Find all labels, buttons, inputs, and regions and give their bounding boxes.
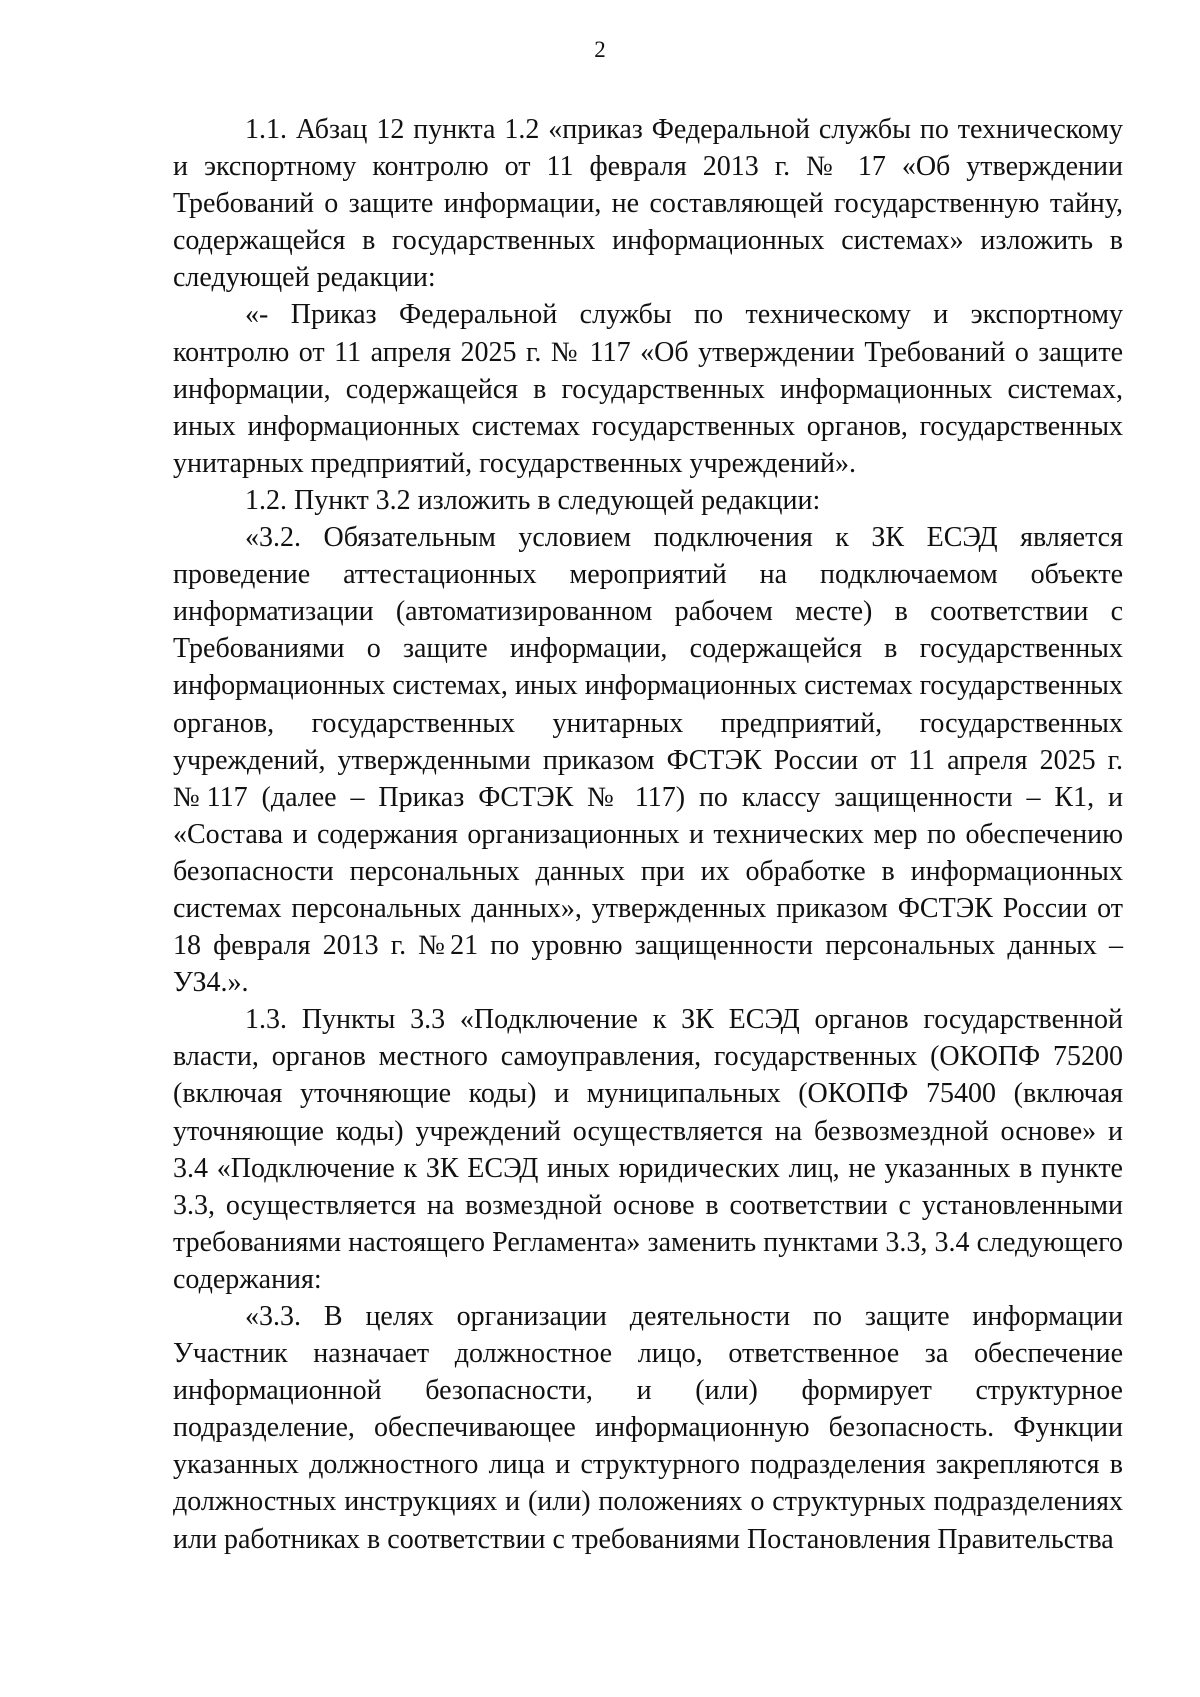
- paragraph-3-2: «3.2. Обязательным условием подключения к ЗК ЕСЭД является проведение аттестационных мероприятий на подключаемом объекте информатизации (автоматизированном рабочем месте) в соответствии с Требованиями о защите информации, содержащейся в государственных информационных системах, иных информационных системах государственных органов, государственных унитарных предприятий, государственных учреждений, утвержденными приказом ФСТЭК России от 11 апреля 2025 г. №117 (далее – Приказ ФСТЭК № 117) по классу защищенности – К1, и «Состава и содержания организационных и технических мер по обеспечению безопасности персональных данных при их обработке в информационных системах персональных данных», утвержденных приказом ФСТЭК России от 18 февраля 2013 г. №21 по уровню защищенности персональных данных – УЗ4.».: [173, 522, 1123, 999]
- page-number: 2: [594, 37, 606, 62]
- paragraph-1-3: 1.3. Пункты 3.3 «Подключение к ЗК ЕСЭД органов государственной власти, органов местного самоуправления, государственных (ОКОПФ 75200 (включая уточняющие коды) и муниципальных (ОКОПФ 75400 (включая уточняющие коды) учреждений осуществляется на безвозмездной основе» и 3.4 «Подключение к ЗК ЕСЭД иных юридических лиц, не указанных в пункте 3.3, осуществляется на возмездной основе в соответствии с установленными требованиями настоящего Регламента» заменить пунктами 3.3, 3.4 следующего содержания:: [173, 1004, 1123, 1295]
- document-body: [173, 111, 1123, 1558]
- paragraph-1-2: 1.2. Пункт 3.2 изложить в следующей редакции:: [245, 484, 821, 516]
- paragraph-new-order-reference: «- Приказ Федеральной службы по техническому и экспортному контролю от 11 апреля 2025 г. № 117 «Об утверждении Требований о защите информации, содержащейся в государственных информационных системах, иных информационных системах государственных органов, государственных унитарных предприятий, государственных учреждений».: [173, 299, 1123, 479]
- paragraph-1-1: 1.1. Абзац 12 пункта 1.2 «приказ Федеральной службы по техническому и экспортному контролю от 11 февраля 2013 г. № 17 «Об утверждении Требований о защите информации, не составляющей государственную тайну, содержащейся в государственных информационных системах» изложить в следующей редакции:: [173, 114, 1123, 294]
- paragraph-3-3: «3.3. В целях организации деятельности по защите информации Участник назначает должностное лицо, ответственное за обеспечение информационной безопасности, и (или) формирует структурное подразделение, обеспечивающее информационную безопасность. Функции указанных должностного лица и структурного подразделения закрепляются в должностных инструкциях и (или) положениях о структурных подразделениях или работниках в соответствии с требованиями Постановления Правительства: [173, 1301, 1123, 1555]
